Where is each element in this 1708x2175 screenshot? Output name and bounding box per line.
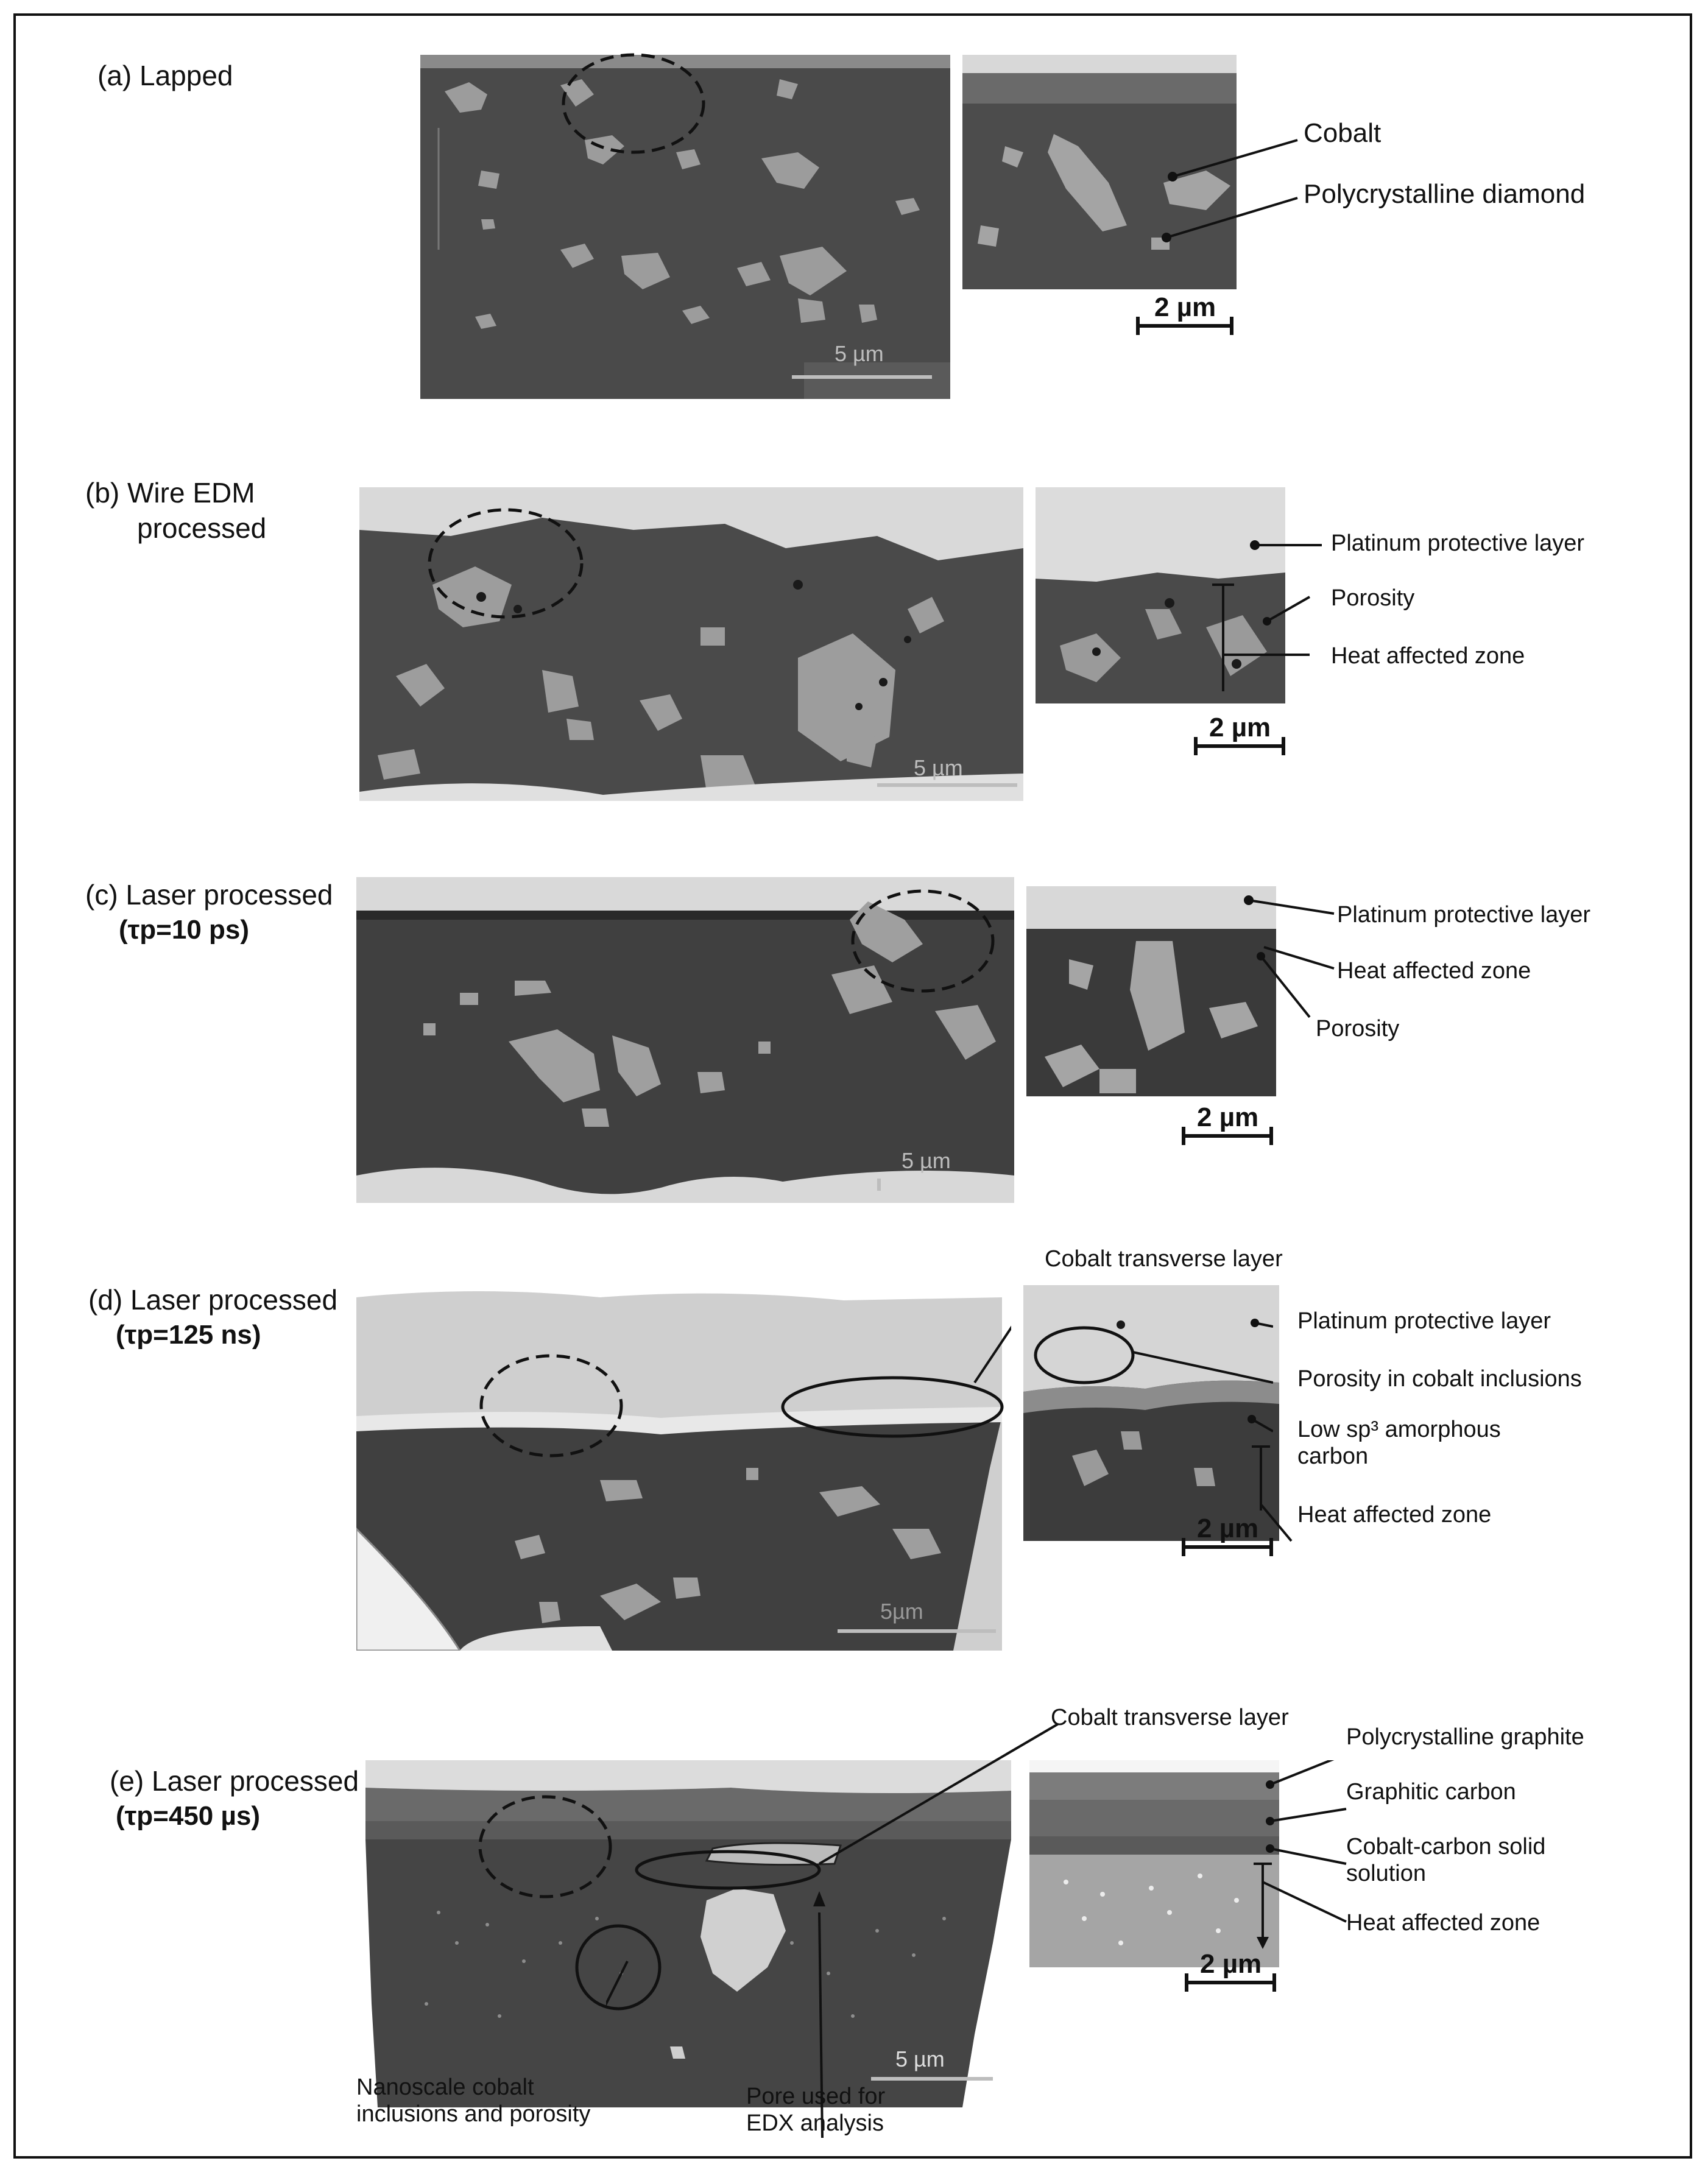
- callout-porosity-in-cobalt-inclusions: Porosity in cobalt inclusions: [1297, 1366, 1582, 1392]
- panel-e-inset-scalebar: [1185, 1949, 1276, 1998]
- scalebar-label: 2 µm: [1154, 292, 1216, 322]
- callout-line2: carbon: [1297, 1444, 1369, 1469]
- callout-line1: Nanoscale cobalt: [356, 2075, 534, 2100]
- callout-heat-affected-zone: Heat affected zone: [1331, 643, 1525, 669]
- callout-platinum-protective-layer: Platinum protective layer: [1331, 531, 1585, 556]
- callout-pore-used-for-edx: [746, 2083, 885, 2137]
- callout-heat-affected-zone: Heat affected zone: [1337, 958, 1531, 984]
- scalebar-label: 2 µm: [1197, 1102, 1259, 1132]
- panel-e-label-line1: (e) Laser processed: [110, 1765, 359, 1797]
- callout-heat-affected-zone: Heat affected zone: [1346, 1910, 1540, 1936]
- scalebar-label: 5 µm: [902, 1148, 951, 1173]
- callout-nanoscale-cobalt-inclusions: [356, 2074, 590, 2127]
- panel-d-inset-callouts: [1023, 1310, 1273, 1517]
- panel-c-label-line2: (τp=10 ps): [119, 915, 250, 945]
- panel-e-inset-callout-lines: [1243, 1760, 1352, 1949]
- callout-platinum-protective-layer: Platinum protective layer: [1297, 1308, 1551, 1334]
- callout-cobalt-transverse-layer: Cobalt transverse layer: [1051, 1705, 1289, 1730]
- panel-a-label: (a) Lapped: [97, 60, 233, 91]
- panel-a-inset-scalebar: [1136, 292, 1233, 341]
- scalebar-label: 5µm: [880, 1599, 923, 1624]
- panel-b-dashed-circle: [426, 506, 585, 621]
- scalebar-label: 2 µm: [1200, 1949, 1262, 1979]
- callout-line1: Cobalt-carbon solid: [1346, 1834, 1546, 1860]
- callout-heat-affected-zone: Heat affected zone: [1297, 1502, 1492, 1528]
- callout-porosity: Porosity: [1331, 585, 1415, 611]
- callout-cobalt-carbon-solid-solution: [1346, 1833, 1545, 1887]
- panel-d-main-scalebar: [838, 1599, 996, 1635]
- callout-line2: inclusions and porosity: [356, 2101, 591, 2127]
- panel-a-main-scalebar: [792, 341, 932, 384]
- panel-e-label: [110, 1763, 359, 1834]
- panel-d-dashed-circle: [475, 1352, 627, 1462]
- scalebar-label: 5 µm: [914, 755, 963, 780]
- callout-graphitic-carbon: Graphitic carbon: [1346, 1779, 1516, 1805]
- panel-c-dashed-circle: [847, 883, 999, 999]
- panel-c-label-line1: (c) Laser processed: [85, 879, 333, 911]
- panel-d-label-line2: (τp=125 ns): [116, 1320, 261, 1350]
- panel-a-callout-lines: [1145, 104, 1316, 244]
- panel-d-label: [88, 1282, 337, 1353]
- scalebar-label: 2 µm: [1197, 1514, 1259, 1543]
- panel-c-main-scalebar: [877, 1148, 962, 1185]
- callout-line2: EDX analysis: [746, 2110, 884, 2136]
- panel-c-inset-scalebar: [1182, 1102, 1273, 1151]
- panel-b-label-line1: (b) Wire EDM: [85, 477, 255, 509]
- panel-d-label-line1: (d) Laser processed: [88, 1284, 338, 1316]
- panel-d-cobalt-layer-ellipse: [780, 1273, 1011, 1450]
- callout-line1: Low sp³ amorphous: [1297, 1417, 1501, 1442]
- panel-e-inset-image: [1029, 1760, 1279, 1967]
- callout-porosity: Porosity: [1316, 1016, 1400, 1042]
- callout-polycrystalline-graphite: Polycrystalline graphite: [1346, 1724, 1584, 1750]
- panel-b-inset-scalebar: [1194, 713, 1285, 761]
- panel-c-label: [85, 877, 333, 948]
- callout-polycrystalline-diamond: Polycrystalline diamond: [1304, 179, 1586, 209]
- callout-low-sp3-amorphous-carbon: [1297, 1416, 1501, 1470]
- panel-e-label-line2: (τp=450 µs): [116, 1801, 260, 1831]
- scalebar-label: 5 µm: [895, 2046, 945, 2071]
- callout-line1: Pore used for: [746, 2084, 886, 2109]
- scalebar-label: 2 µm: [1209, 713, 1271, 742]
- panel-a-dashed-circle: [560, 49, 713, 158]
- scalebar-label: 5 µm: [835, 341, 884, 366]
- panel-d-inset-scalebar: [1182, 1514, 1273, 1562]
- panel-b-label: [85, 475, 266, 546]
- callout-cobalt: Cobalt: [1304, 118, 1382, 148]
- panel-b-main-scalebar: [877, 755, 1017, 792]
- callout-line2: solution: [1346, 1861, 1426, 1886]
- panel-b-label-line2: processed: [137, 512, 267, 544]
- panel-b-callout-lines: [1206, 536, 1328, 694]
- callout-platinum-protective-layer: Platinum protective layer: [1337, 902, 1591, 928]
- callout-cobalt-transverse-layer: Cobalt transverse layer: [1045, 1246, 1283, 1272]
